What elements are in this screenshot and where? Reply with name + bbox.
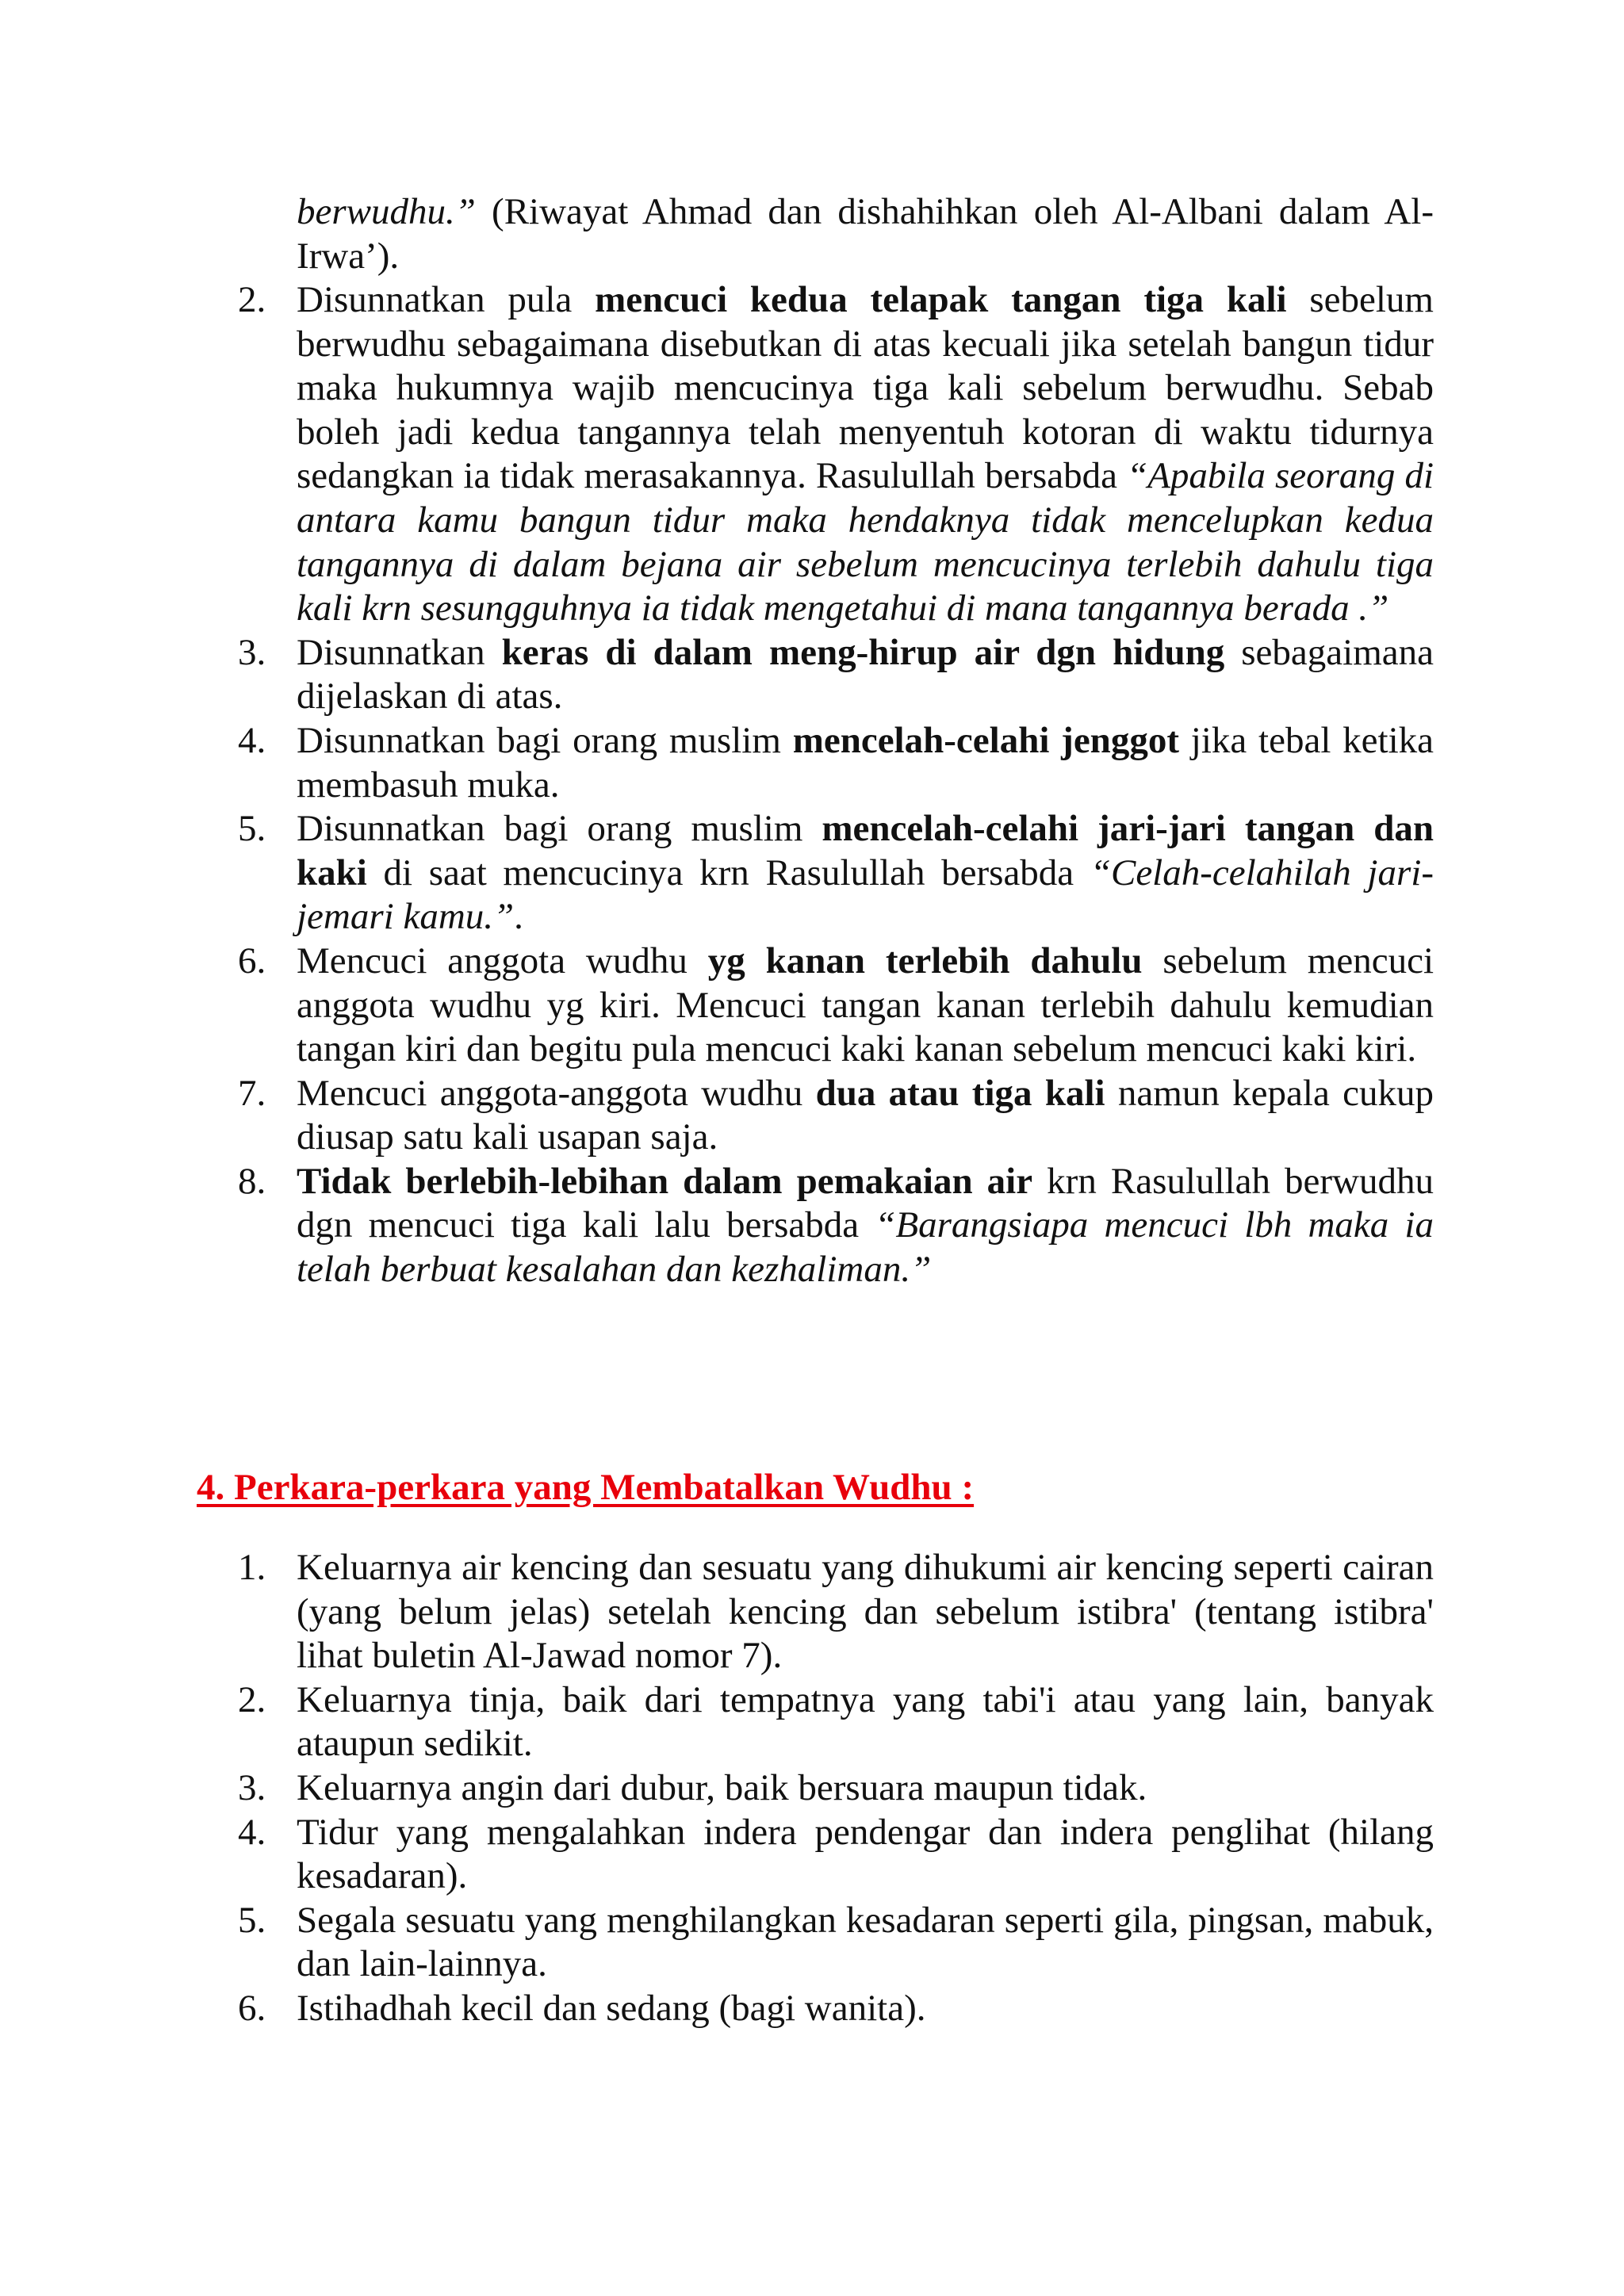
item-number: 1. (238, 1547, 266, 1588)
item-text: Disunnatkan pula (297, 279, 596, 320)
item-quote: “Barangsiapa mencuci lbh maka ia telah berbuat kesalahan dan kezhaliman.” (297, 1204, 1434, 1291)
item-number: 3. (238, 1766, 266, 1808)
item-text: Mencuci anggota wudhu (297, 939, 708, 982)
item-bold-text: mencelah-celahi jenggot (792, 719, 1179, 761)
item-text: krn Rasulullah berwudhu dgn mencuci tiga kali lalu bersabda (297, 1160, 1434, 1246)
item-number: 4. (238, 1811, 266, 1853)
item-number: 3. (238, 631, 266, 673)
list-item (238, 278, 1434, 631)
item-bold-text: keras di dalam meng-hirup air dgn hidung (501, 631, 1225, 673)
continuation-text: (Riwayat Ahmad dan dishahihkan oleh Al-Albani dalam Al-Irwa’). (297, 191, 1434, 277)
item-number: 2. (238, 1678, 266, 1720)
list-item (238, 1987, 1434, 2031)
item-number: 5. (238, 1899, 266, 1941)
item-bold-text: dua atau tiga kali (815, 1072, 1105, 1114)
pembatal-wudhu-list (238, 1546, 1434, 2031)
item-number: 4. (238, 719, 266, 761)
item-text: . (514, 896, 523, 938)
item-number: 6. (238, 1987, 266, 2029)
item-text: Segala sesuatu yang menghilangkan kesadaran seperti gila, pingsan, mabuk, dan lain-lainnya. (297, 1899, 1434, 1985)
list-item (238, 1899, 1434, 1987)
continuation-quote: berwudhu.” (297, 191, 476, 232)
item-number: 6. (238, 939, 266, 982)
item-quote: “Apabila seorang di antara kamu bangun tidur maka hendaknya tidak mencelupkan kedua tangannya di dalam bejana air sebelum mencucinya terlebih dahulu tiga kali krn sesungguhnya ia tidak mengetahui di mana tangannya berada .” (297, 455, 1434, 629)
list-item (238, 1678, 1434, 1766)
item-text: sebelum berwudhu sebagaimana disebutkan di atas kecuali jika setelah bangun tidur maka hukumnya wajib mencucinya tiga kali sebelum berwudhu. Sebab boleh jadi kedua tangannya telah menyentuh kotoran di waktu tidurnya sedangkan ia tidak merasakannya. Rasulullah bersabda (297, 279, 1434, 497)
item-quote: “Celah-celahilah jari-jemari kamu.” (297, 851, 1434, 938)
item-text: Keluarnya air kencing dan sesuatu yang dihukumi air kencing seperti cairan (yang belum jelas) setelah kencing dan sebelum istibra' (tentang istibra' lihat buletin Al-Jawad nomor 7). (297, 1547, 1434, 1677)
list-item (238, 939, 1434, 1072)
list-item (238, 1766, 1434, 1811)
item-number: 7. (238, 1072, 266, 1114)
list-item (238, 1811, 1434, 1899)
item-text: jika tebal ketika membasuh muka. (297, 719, 1434, 806)
list-item (238, 1072, 1434, 1160)
sunnah-list (238, 278, 1434, 1292)
item-text: Disunnatkan (297, 631, 502, 673)
list-item (238, 1546, 1434, 1678)
item-text: Istihadhah kecil dan sedang (bagi wanita). (297, 1987, 926, 2029)
item-text: di saat mencucinya krn Rasulullah bersabda (366, 851, 1090, 894)
item-number: 2. (238, 279, 266, 320)
item-text: Disunnatkan bagi orang muslim (297, 808, 822, 850)
item-number: 5. (238, 808, 266, 850)
list-item (238, 719, 1434, 807)
item-bold-text: mencuci kedua telapak tangan tiga kali (595, 279, 1287, 320)
item-text: Mencuci anggota-anggota wudhu (297, 1072, 816, 1114)
item-text: Disunnatkan bagi orang muslim (297, 719, 793, 761)
section-heading: 4. Perkara-perkara yang Membatalkan Wudhu : (197, 1467, 975, 1508)
item-text: Keluarnya tinja, baik dari tempatnya yang tabi'i atau yang lain, banyak ataupun sedikit. (297, 1678, 1434, 1765)
item-text: namun kepala cukup diusap satu kali usapan saja. (297, 1072, 1434, 1158)
item-bold-text: yg kanan terlebih dahulu (707, 939, 1143, 982)
item-text: sebagaimana dijelaskan di atas. (297, 631, 1434, 718)
list-item (238, 631, 1434, 719)
continuation-paragraph (297, 190, 1434, 278)
list-item (238, 807, 1434, 939)
item-number: 8. (238, 1160, 266, 1202)
item-text: Keluarnya angin dari dubur, baik bersuara maupun tidak. (297, 1766, 1147, 1808)
list-item (238, 1160, 1434, 1292)
item-text: sebelum mencuci anggota wudhu yg kiri. Mencuci tangan kanan terlebih dahulu kemudian tangan kiri dan begitu pula mencuci kaki kanan sebelum mencuci kaki kiri. (297, 939, 1434, 1070)
item-bold-text: Tidak berlebih-lebihan dalam pemakaian air (297, 1160, 1033, 1202)
item-bold-text: mencelah-celahi jari-jari tangan dan kaki (297, 808, 1434, 894)
item-text: Tidur yang mengalahkan indera pendengar dan indera penglihat (hilang kesadaran). (297, 1811, 1434, 1897)
